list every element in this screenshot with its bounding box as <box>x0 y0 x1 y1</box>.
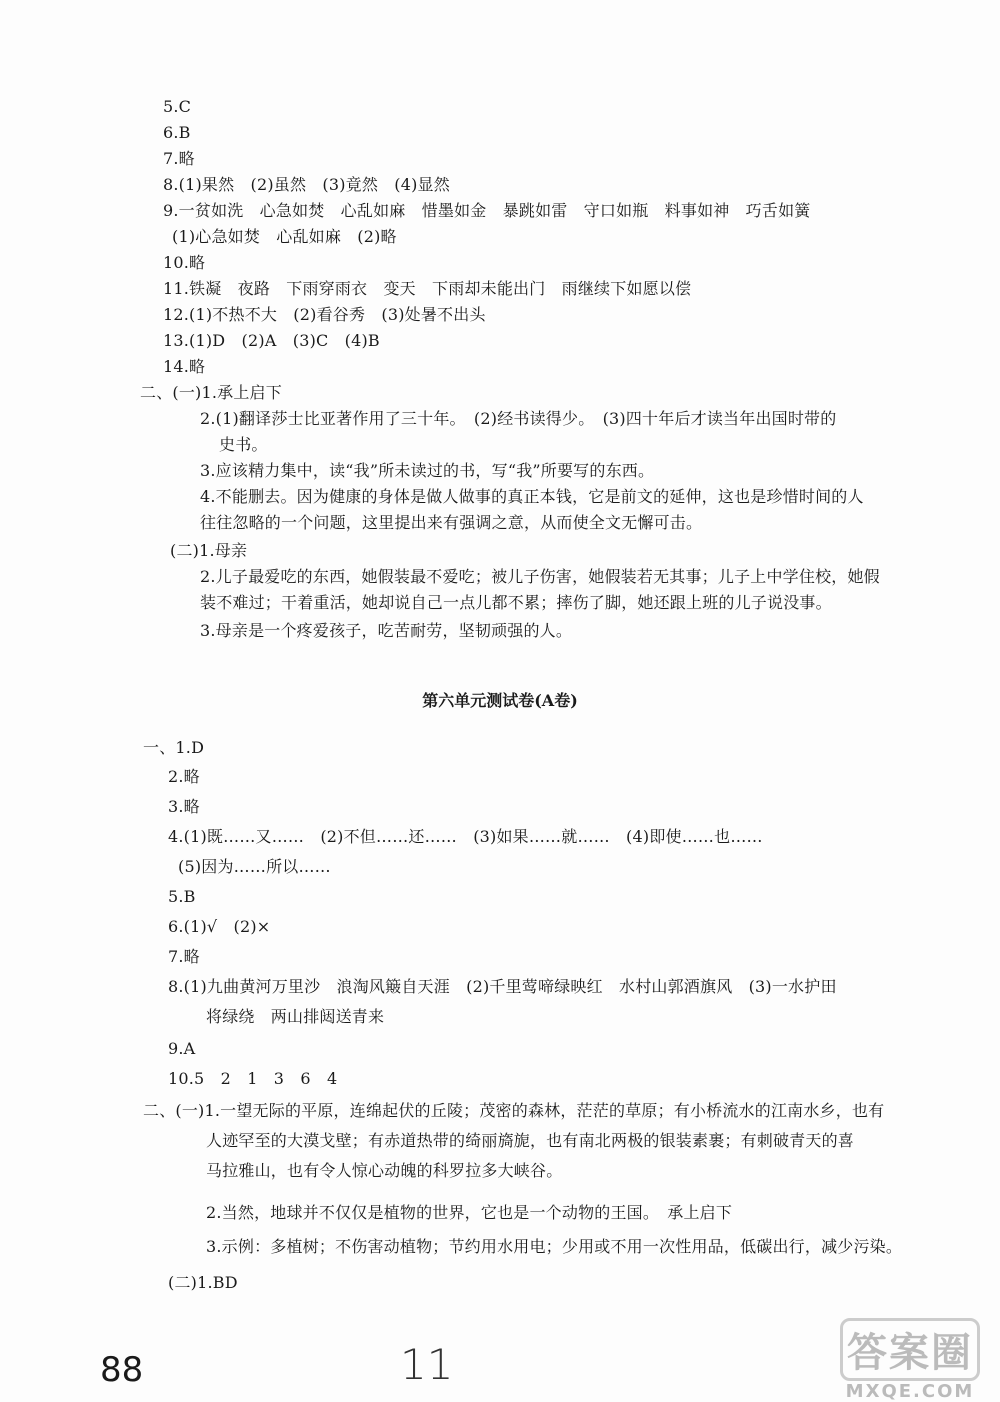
answer-line: 12.(1)不热不大 (2)看谷秀 (3)处暑不出头 <box>163 305 486 324</box>
answer-line: 2.略 <box>168 767 200 786</box>
answer-line: 9.一贫如洗 心急如焚 心乱如麻 惜墨如金 暴跳如雷 守口如瓶 料事如神 巧舌如簧 <box>163 201 811 220</box>
page-number: 88 <box>100 1350 144 1390</box>
answer-line: 马拉雅山，也有令人惊心动魄的科罗拉多大峡谷。 <box>206 1161 563 1180</box>
answer-line: 7.略 <box>168 947 200 966</box>
answer-line: 往往忽略的一个问题，这里提出来有强调之意，从而使全文无懈可击。 <box>200 513 703 532</box>
answer-line: 2.儿子最爱吃的东西，她假装最不爱吃；被儿子伤害，她假装若无其事；儿子上中学住校，她假 <box>200 567 880 586</box>
answer-line: 6.(1)√ (2)× <box>168 917 271 936</box>
answer-line: 6.B <box>163 123 191 142</box>
answer-line: 3.示例：多植树；不伤害动植物；节约用水用电；少用或不用一次性用品，低碳出行，减少污染。 <box>206 1237 903 1256</box>
section-title: 第六单元测试卷(A卷) <box>422 691 578 710</box>
handwritten-mark: 11 <box>400 1340 454 1389</box>
answer-line: 3.母亲是一个疼爱孩子，吃苦耐劳，坚韧顽强的人。 <box>200 621 573 640</box>
answer-line: 史书。 <box>219 435 268 454</box>
answer-line: 二、(一)1.承上启下 <box>140 383 282 402</box>
answer-line: 7.略 <box>163 149 195 168</box>
answer-line: 11.铁凝 夜路 下雨穿雨衣 变天 下雨却未能出门 雨继续下如愿以偿 <box>163 279 692 298</box>
answer-line: (二)1.BD <box>168 1273 238 1292</box>
answer-line: 8.(1)九曲黄河万里沙 浪淘风簸自天涯 (2)千里莺啼绿映红 水村山郭酒旗风 (3)一水护田 <box>168 977 837 996</box>
answer-line: 将绿绕 两山排闼送青来 <box>206 1007 385 1026</box>
answer-line: 3.略 <box>168 797 200 816</box>
answer-line: (5)因为……所以…… <box>178 857 331 876</box>
answer-line: 2.(1)翻译莎士比亚著作用了三十年。 (2)经书读得少。 (3)四十年后才读当年出国时带的 <box>200 409 837 428</box>
answer-line: 5.C <box>163 97 192 116</box>
answer-line: (1)心急如焚 心乱如麻 (2)略 <box>172 227 397 246</box>
answer-line: 10.略 <box>163 253 206 272</box>
answer-line: 8.(1)果然 (2)虽然 (3)竟然 (4)显然 <box>163 175 450 194</box>
answer-line: 二、(一)1.一望无际的平原，连绵起伏的丘陵；茂密的森林，茫茫的草原；有小桥流水的江南水乡，也有 <box>143 1101 885 1120</box>
answer-line: 4.(1)既……又…… (2)不但……还…… (3)如果……就…… (4)即使……也…… <box>168 827 763 846</box>
answer-line: 人迹罕至的大漠戈壁；有赤道热带的绮丽旖旎，也有南北两极的银装素裹；有刺破青天的喜 <box>206 1131 855 1150</box>
answer-line: 14.略 <box>163 357 206 376</box>
answer-line: 5.B <box>168 887 196 906</box>
answer-line: 2.当然，地球并不仅仅是植物的世界，它也是一个动物的王国。 承上启下 <box>206 1203 733 1222</box>
answer-line: (二)1.母亲 <box>170 541 248 560</box>
watermark-url: MXQE.COM <box>845 1381 975 1402</box>
watermark-logo <box>840 1318 980 1402</box>
answer-line: 4.不能删去。因为健康的身体是做人做事的真正本钱，它是前文的延伸，这也是珍惜时间的人 <box>200 487 864 506</box>
answer-line: 9.A <box>168 1039 196 1058</box>
answer-line: 一、1.D <box>143 738 205 757</box>
answer-line: 13.(1)D (2)A (3)C (4)B <box>163 331 380 350</box>
answer-line: 装不难过；干着重活，她却说自己一点儿都不累；摔伤了脚，她还跟上班的儿子说没事。 <box>200 593 832 612</box>
answer-line: 3.应该精力集中，读“我”所未读过的书，写“我”所要写的东西。 <box>200 461 655 480</box>
answer-line: 10.5 2 1 3 6 4 <box>168 1069 338 1088</box>
watermark-text: 答案圈 <box>840 1318 980 1381</box>
